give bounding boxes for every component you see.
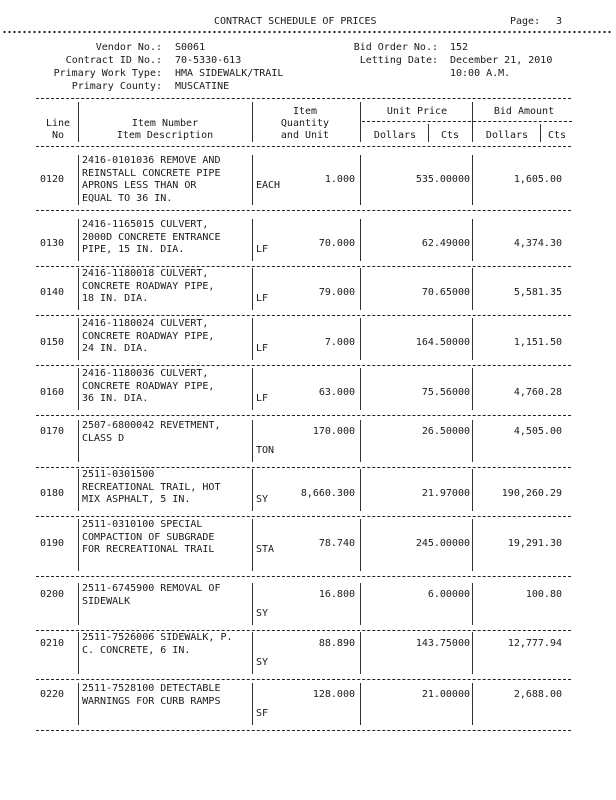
unit: SY <box>256 657 269 668</box>
quantity: 70.000 <box>318 237 355 249</box>
col-divider <box>252 155 253 205</box>
unit: EACH <box>256 180 281 191</box>
page-number: 3 <box>556 16 563 27</box>
unit-price: 26.50000 <box>421 426 470 437</box>
header-bottom-rule <box>36 146 571 147</box>
line-number: 0180 <box>40 487 65 499</box>
col-divider <box>360 469 361 511</box>
col-item-label: Item Description <box>116 130 214 141</box>
row-separator <box>36 679 571 680</box>
quantity: 128.000 <box>312 689 355 700</box>
col-divider <box>252 318 253 360</box>
col-divider <box>360 318 361 360</box>
bid-amount: 12,777.94 <box>507 638 562 649</box>
row-separator <box>36 365 571 366</box>
page-label: Page: <box>510 16 541 27</box>
item-description-line: 2511-0310100 SPECIAL <box>82 519 203 530</box>
col-divider <box>472 102 473 142</box>
letting-date: December 21, 2010 <box>450 55 553 66</box>
bid-amount: 19,291.30 <box>507 537 562 549</box>
col-divider <box>360 683 361 725</box>
line-number: 0190 <box>40 537 65 549</box>
item-description-line: PIPE, 15 IN. DIA. <box>82 244 185 255</box>
line-number: 0130 <box>40 237 65 249</box>
col-divider <box>78 268 79 310</box>
vendor-no: S0061 <box>175 42 206 53</box>
line-number: 0170 <box>40 426 65 437</box>
col-cts-label: Cts <box>440 130 460 141</box>
col-divider <box>252 268 253 310</box>
quantity: 78.740 <box>318 537 355 549</box>
col-dollars-label: Dollars <box>485 130 529 141</box>
unit-price: 143.75000 <box>415 638 470 649</box>
bid-amount: 5,581.35 <box>513 286 562 298</box>
bid-order-label: Bid Order No.: <box>353 42 438 53</box>
col-divider <box>472 318 473 360</box>
col-divider <box>78 155 79 205</box>
col-divider <box>78 102 79 142</box>
row-separator <box>36 576 571 577</box>
vendor-no-label: Vendor No.: <box>95 42 162 53</box>
header-star-rule <box>2 30 612 34</box>
letting-time: 10:00 A.M. <box>450 68 511 79</box>
col-divider <box>78 683 79 725</box>
quantity: 1.000 <box>324 173 355 185</box>
col-divider <box>472 219 473 261</box>
col-divider <box>252 583 253 625</box>
quantity: 88.890 <box>318 638 355 649</box>
bid-amount: 4,505.00 <box>513 426 562 437</box>
item-description-line: COMPACTION OF SUBGRADE <box>82 531 215 543</box>
col-divider <box>472 683 473 725</box>
col-divider <box>428 124 429 142</box>
col-divider <box>540 124 541 142</box>
item-description-line: EQUAL TO 36 IN. <box>82 192 173 204</box>
quantity: 7.000 <box>324 336 355 348</box>
quantity: 8,660.300 <box>300 487 355 499</box>
line-number: 0220 <box>40 689 65 700</box>
col-divider <box>252 102 253 142</box>
item-description-line: 2416-1180036 CULVERT, <box>82 368 209 379</box>
unit: LF <box>256 244 269 255</box>
bid-amount: 1,605.00 <box>513 173 562 185</box>
bid-order: 152 <box>450 42 469 53</box>
quantity: 79.000 <box>318 286 355 298</box>
item-description-line: CONCRETE ROADWAY PIPE, <box>82 280 215 292</box>
col-line-label: Line <box>45 118 71 129</box>
col-divider <box>472 368 473 410</box>
work-type-label: Primary Work Type: <box>53 68 162 79</box>
unit: LF <box>256 393 269 404</box>
col-divider <box>78 318 79 360</box>
item-description-line: SIDEWALK <box>82 595 131 607</box>
item-description-line: FOR RECREATIONAL TRAIL <box>82 544 215 555</box>
item-description-line: RECREATIONAL TRAIL, HOT <box>82 481 221 493</box>
col-divider <box>252 368 253 410</box>
col-divider <box>252 683 253 725</box>
col-divider <box>360 155 361 205</box>
item-description-line: 2511-6745900 REMOVAL OF <box>82 583 221 594</box>
row-separator <box>36 315 571 316</box>
col-divider <box>360 102 361 142</box>
quantity: 170.000 <box>312 426 355 437</box>
item-description-line: 2507-6800042 REVETMENT, <box>82 420 221 431</box>
item-description-line: 2511-0301500 <box>82 469 155 480</box>
col-divider <box>472 155 473 205</box>
unit: SF <box>256 708 269 719</box>
bid-amount: 100.80 <box>525 589 562 600</box>
col-bid-amount-label: Bid Amount <box>493 106 555 117</box>
col-divider <box>360 268 361 310</box>
row-separator <box>36 730 571 731</box>
col-divider <box>360 420 361 462</box>
item-description-line: APRONS LESS THAN OR <box>82 180 197 191</box>
col-cts-label: Cts <box>547 130 567 141</box>
county: MUSCATINE <box>175 81 230 92</box>
unit-price: 75.56000 <box>421 386 470 398</box>
col-divider <box>472 519 473 571</box>
col-divider <box>472 583 473 625</box>
item-description-line: 18 IN. DIA. <box>82 293 149 304</box>
item-description-line: WARNINGS FOR CURB RAMPS <box>82 695 221 707</box>
bid-amount: 4,374.30 <box>513 237 562 249</box>
col-qty-label: Item <box>292 106 318 117</box>
item-description-line: 24 IN. DIA. <box>82 343 149 354</box>
row-separator <box>36 210 571 211</box>
item-description-line: 2416-1180024 CULVERT, <box>82 318 209 329</box>
county-label: Primary County: <box>71 81 162 92</box>
unit-price: 62.49000 <box>421 237 470 249</box>
unit: LF <box>256 343 269 354</box>
col-divider <box>360 583 361 625</box>
item-description-line: C. CONCRETE, 6 IN. <box>82 644 191 656</box>
line-number: 0150 <box>40 336 65 348</box>
item-description-line: 2000D CONCRETE ENTRANCE <box>82 231 221 243</box>
col-divider <box>78 519 79 571</box>
col-divider <box>360 368 361 410</box>
unit: LF <box>256 293 269 304</box>
col-divider <box>252 420 253 462</box>
row-separator <box>36 467 571 468</box>
col-divider <box>472 420 473 462</box>
header-top-rule <box>36 98 571 99</box>
item-description-line: CONCRETE ROADWAY PIPE, <box>82 330 215 342</box>
col-line-label: No <box>51 130 65 141</box>
col-divider <box>78 583 79 625</box>
col-divider <box>78 420 79 462</box>
bid-amount: 1,151.50 <box>513 336 562 348</box>
contract-id-label: Contract ID No.: <box>65 55 162 66</box>
line-number: 0140 <box>40 286 65 298</box>
bid-amount: 2,688.00 <box>513 689 562 700</box>
col-divider <box>252 632 253 674</box>
unit-price: 70.65000 <box>421 286 470 298</box>
item-description-line: CLASS D <box>82 432 125 444</box>
item-description-line: 2416-1180018 CULVERT, <box>82 268 209 279</box>
item-description-line: 2511-7528100 DETECTABLE <box>82 683 221 694</box>
col-item-label: Item Number <box>131 118 199 129</box>
page-title: CONTRACT SCHEDULE OF PRICES <box>214 16 377 27</box>
col-dollars-label: Dollars <box>373 130 417 141</box>
contract-id: 70-5330-613 <box>175 55 242 66</box>
col-divider <box>78 219 79 261</box>
row-separator <box>36 266 571 267</box>
work-type: HMA SIDEWALK/TRAIL <box>175 68 284 79</box>
item-description-line: 2511-7526006 SIDEWALK, P. <box>82 632 233 643</box>
col-divider <box>472 469 473 511</box>
col-divider <box>252 219 253 261</box>
col-qty-label: and Unit <box>280 130 330 141</box>
col-divider <box>78 469 79 511</box>
row-separator <box>36 415 571 416</box>
col-divider <box>360 219 361 261</box>
unit-price: 535.00000 <box>415 173 470 185</box>
col-divider <box>472 268 473 310</box>
unit-price: 21.00000 <box>421 689 470 700</box>
line-number: 0160 <box>40 386 65 398</box>
bid-amount: 190,260.29 <box>501 487 562 499</box>
col-divider <box>252 519 253 571</box>
item-description-line: REINSTALL CONCRETE PIPE <box>82 167 221 179</box>
col-divider <box>78 368 79 410</box>
line-number: 0200 <box>40 589 65 600</box>
line-number: 0210 <box>40 638 65 649</box>
line-number: 0120 <box>40 173 65 185</box>
col-divider <box>252 469 253 511</box>
col-qty-label: Quantity <box>280 118 330 129</box>
col-divider <box>360 519 361 571</box>
quantity: 16.800 <box>318 589 355 600</box>
unit-price: 21.97000 <box>421 487 470 499</box>
col-divider <box>78 632 79 674</box>
unit: TON <box>256 445 275 456</box>
unit-price: 6.00000 <box>427 589 470 600</box>
row-separator <box>36 516 571 517</box>
col-divider <box>360 632 361 674</box>
unit-price: 245.00000 <box>415 537 470 549</box>
price-header-rule <box>362 121 572 122</box>
row-separator <box>36 630 571 631</box>
item-description-line: MIX ASPHALT, 5 IN. <box>82 494 191 505</box>
col-divider <box>472 632 473 674</box>
unit: SY <box>256 494 269 505</box>
item-description-line: 36 IN. DIA. <box>82 393 149 404</box>
item-description-line: CONCRETE ROADWAY PIPE, <box>82 380 215 392</box>
col-unit-price-label: Unit Price <box>386 106 448 117</box>
item-description-line: 2416-1165015 CULVERT, <box>82 219 209 230</box>
unit: SY <box>256 608 269 619</box>
quantity: 63.000 <box>318 386 355 398</box>
item-description-line: 2416-0101036 REMOVE AND <box>82 155 221 166</box>
unit: STA <box>256 544 275 555</box>
unit-price: 164.50000 <box>415 336 470 348</box>
letting-date-label: Letting Date: <box>359 55 438 66</box>
bid-amount: 4,760.28 <box>513 386 562 398</box>
